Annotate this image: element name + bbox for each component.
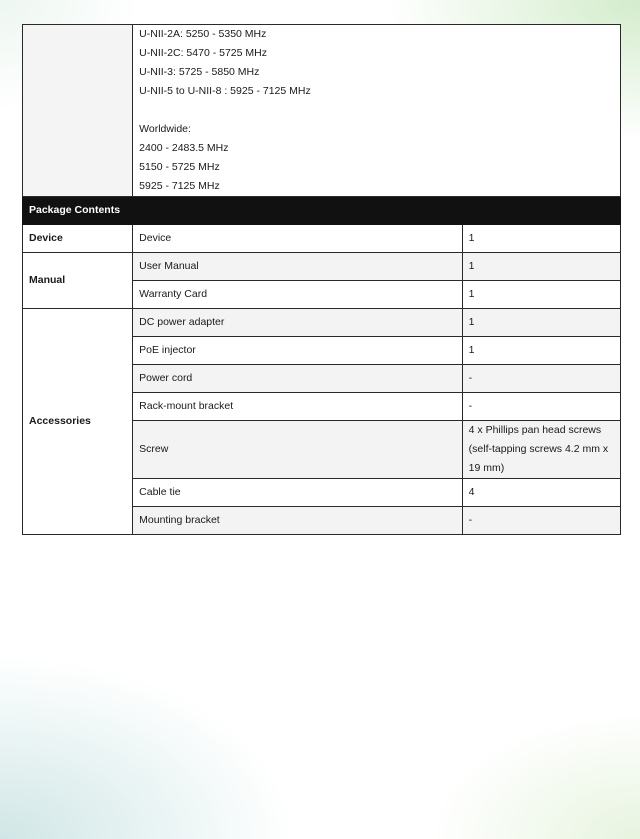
item-name: Rack-mount bracket [133,393,462,421]
spec-table [22,24,621,535]
frequency-line: U-NII-5 to U-NII-8 : 5925 - 7125 MHz [139,85,311,97]
group-label-device: Device [23,225,133,253]
item-quantity: 1 [462,309,620,337]
item-quantity: 4 x Phillips pan head screws (self-tapping screws 4.2 mm x 19 mm) [462,421,620,479]
item-name: Mounting bracket [133,507,462,535]
frequency-label-cell [23,25,133,197]
item-quantity: - [462,365,620,393]
item-name: User Manual [133,253,462,281]
frequency-line: 5925 - 7125 MHz [139,180,220,192]
item-name: Warranty Card [133,281,462,309]
item-quantity: 1 [462,281,620,309]
item-name: Device [133,225,462,253]
section-header-row [23,197,621,225]
frequency-row [23,25,621,197]
frequency-line: 2400 - 2483.5 MHz [139,142,229,154]
group-label-accessories: Accessories [23,309,133,535]
item-quantity: 1 [462,253,620,281]
frequency-line: U-NII-2A: 5250 - 5350 MHz [139,28,267,40]
item-name: PoE injector [133,337,462,365]
frequency-spacer [139,101,614,120]
item-quantity: 1 [462,337,620,365]
item-quantity: 1 [462,225,620,253]
item-quantity: 4 [462,479,620,507]
table-row [23,309,621,337]
frequency-line: 5150 - 5725 MHz [139,161,220,173]
item-quantity: - [462,507,620,535]
item-name: Cable tie [133,479,462,507]
item-name: DC power adapter [133,309,462,337]
frequency-values-cell [133,25,621,197]
table-row [23,253,621,281]
frequency-line: U-NII-3: 5725 - 5850 MHz [139,66,260,78]
frequency-line: U-NII-2C: 5470 - 5725 MHz [139,47,267,59]
item-quantity: - [462,393,620,421]
item-name: Power cord [133,365,462,393]
frequency-line: Worldwide: [139,123,191,135]
table-row [23,225,621,253]
item-name: Screw [133,421,462,479]
group-label-manual: Manual [23,253,133,309]
section-title: Package Contents [23,197,621,225]
